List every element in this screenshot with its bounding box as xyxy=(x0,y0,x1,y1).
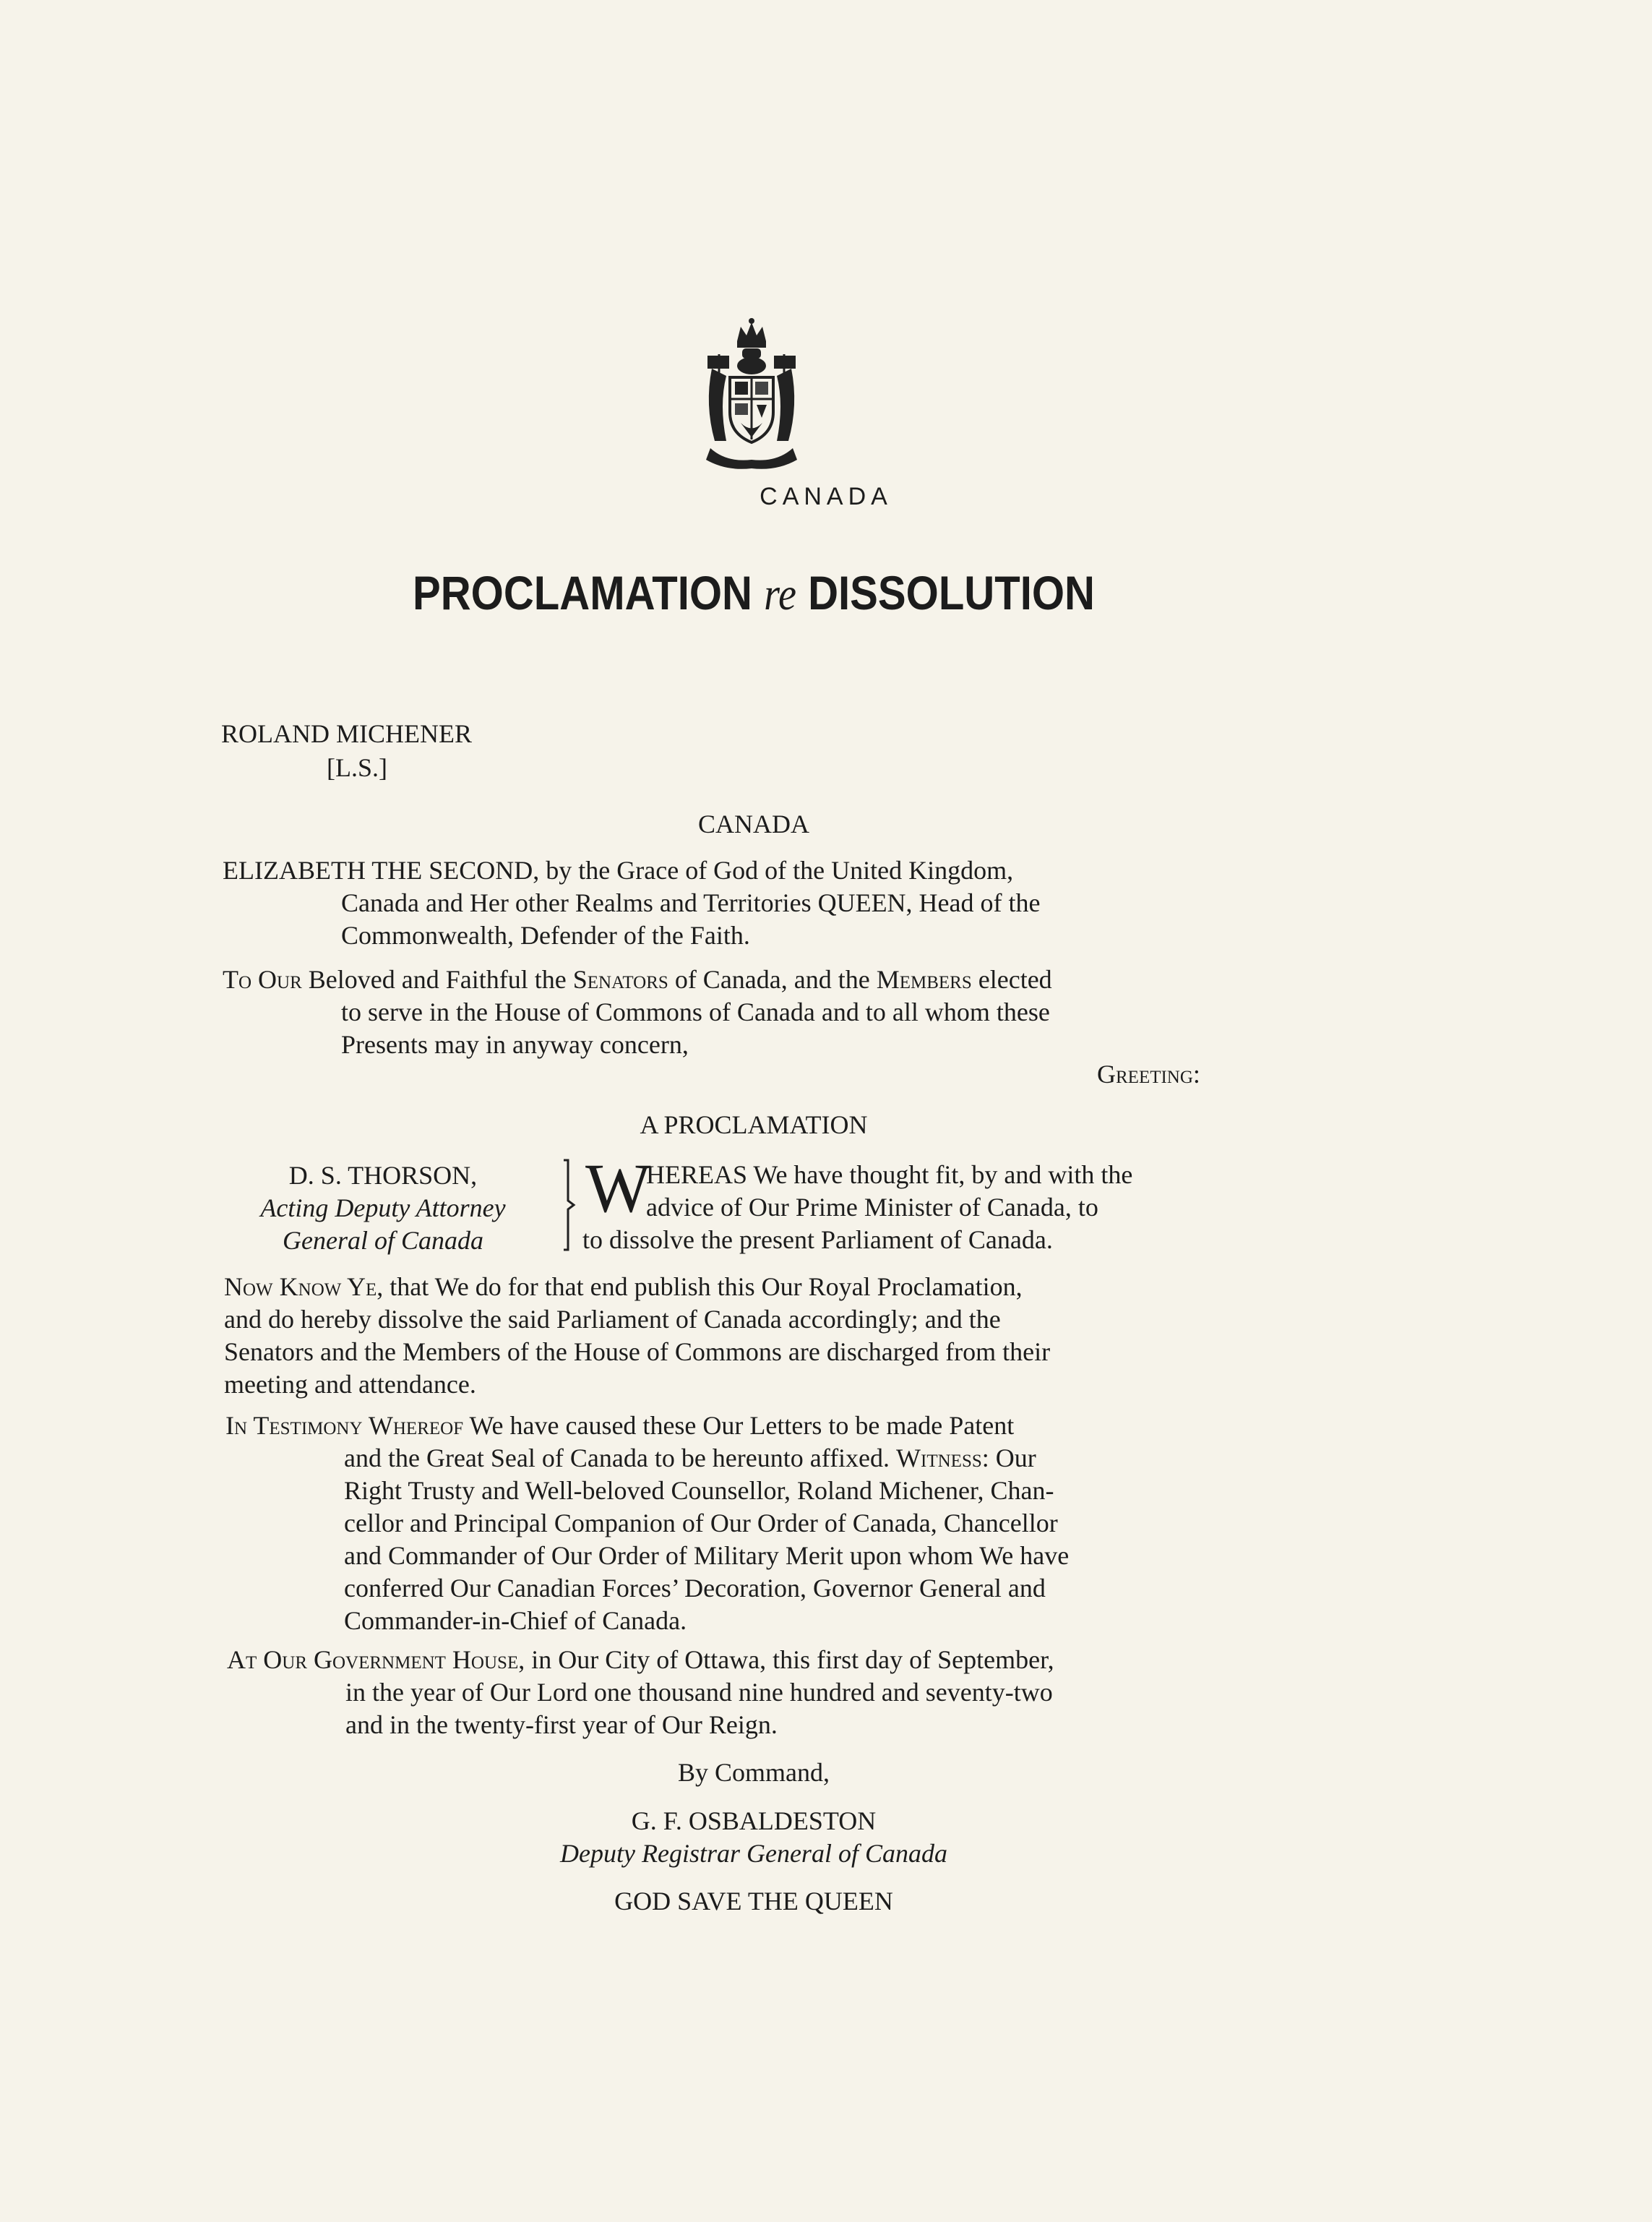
now-know-line-3: Senators and the Members of the House of Commons are discharged from their xyxy=(224,1337,1051,1366)
proclamation-heading: A PROCLAMATION xyxy=(640,1110,868,1139)
dating-paragraph xyxy=(227,1644,1296,1741)
god-save-the-queen: GOD SAVE THE QUEEN xyxy=(614,1887,893,1916)
crest-label: CANADA xyxy=(760,483,892,510)
address-line-1 xyxy=(223,964,1292,996)
jurisdiction-heading: CANADA xyxy=(697,810,809,838)
testimony-smallcaps: In Testimony Whereof xyxy=(225,1411,464,1440)
testimony-text-2a: and the Great Seal of Canada to be hereunto affixed. xyxy=(344,1444,897,1472)
coat-of-arms-crest-icon xyxy=(697,318,806,471)
title-part-1: PROCLAMATION xyxy=(413,566,752,619)
dating-line-2: in the year of Our Lord one thousand nine hundred and seventy-two xyxy=(345,1678,1053,1707)
testimony-line-1 xyxy=(225,1410,1295,1442)
testimony-text-2b: Our xyxy=(989,1444,1036,1472)
sidenote-block xyxy=(217,1159,549,1257)
royal-style-line-1: ELIZABETH THE SECOND, by the Grace of God of the United Kingdom, xyxy=(223,856,1014,885)
sidenote-title-1: Acting Deputy Attorney xyxy=(260,1193,506,1222)
members-smallcaps: Members xyxy=(876,965,972,994)
witness-smallcaps: Witness: xyxy=(896,1444,989,1472)
address-text-2: of Canada, and the xyxy=(668,965,877,994)
testimony-line-6: conferred Our Canadian Forces’ Decoration, Governor General and xyxy=(344,1574,1046,1603)
dating-line-3: and in the twenty-first year of Our Reign. xyxy=(345,1710,778,1739)
address-line-2: to serve in the House of Commons of Canada and to all whom these xyxy=(341,998,1050,1026)
registrar-title: Deputy Registrar General of Canada xyxy=(560,1839,947,1868)
testimony-line-2 xyxy=(225,1442,1295,1475)
address-text-3: elected xyxy=(971,965,1052,994)
at-our-smallcaps: At Our Government House, xyxy=(227,1645,525,1674)
page-title xyxy=(90,565,1417,621)
royal-style-line-2: Canada and Her other Realms and Territories QUEEN, Head of the xyxy=(341,888,1041,917)
title-re: re xyxy=(764,568,796,619)
address-line-3: Presents may in anyway concern, xyxy=(341,1030,689,1059)
testimony-line-7: Commander-in-Chief of Canada. xyxy=(344,1606,687,1635)
senators-smallcaps: Senators xyxy=(572,965,668,994)
title-part-2: DISSOLUTION xyxy=(808,566,1095,619)
address-text-1: Beloved and Faithful the xyxy=(301,965,573,994)
address-paragraph xyxy=(223,964,1292,1061)
whereas-line-3: to dissolve the present Parliament of Canada. xyxy=(582,1225,1053,1254)
to-our-smallcaps: To Our xyxy=(223,965,302,994)
testimony-paragraph xyxy=(225,1410,1295,1637)
now-know-paragraph xyxy=(224,1271,1294,1401)
dating-line-1 xyxy=(227,1644,1296,1676)
royal-style-line-3: Commonwealth, Defender of the Faith. xyxy=(341,921,750,950)
whereas-line-2: advice of Our Prime Minister of Canada, to xyxy=(646,1193,1098,1222)
registrar-name: G. F. OSBALDESTON xyxy=(631,1806,877,1835)
whereas-line-1: HEREAS We have thought fit, by and with the xyxy=(646,1160,1133,1189)
testimony-line-3: Right Trusty and Well-beloved Counsellor, Roland Michener, Chan- xyxy=(344,1476,1054,1505)
sidenote-title-2: General of Canada xyxy=(283,1226,483,1255)
now-know-line-1 xyxy=(224,1271,1294,1303)
now-know-text-1: that We do for that end publish this Our Royal Proclamation, xyxy=(383,1272,1023,1301)
by-command: By Command, xyxy=(677,1758,830,1787)
royal-style-paragraph xyxy=(223,854,1292,952)
dating-text-1: in Our City of Ottawa, this first day of September, xyxy=(525,1645,1054,1674)
testimony-text-1: We have caused these Our Letters to be made Patent xyxy=(463,1411,1015,1440)
greeting: Greeting: xyxy=(1097,1060,1200,1089)
seal-mark: [L.S.] xyxy=(327,753,387,782)
whereas-dropcap: W xyxy=(585,1149,651,1227)
now-know-line-4: meeting and attendance. xyxy=(224,1370,476,1399)
now-know-smallcaps: Now Know Ye, xyxy=(224,1272,384,1301)
testimony-line-4: cellor and Principal Companion of Our Order of Canada, Chancellor xyxy=(344,1509,1058,1537)
sidenote-brace xyxy=(562,1159,577,1251)
now-know-line-2: and do hereby dissolve the said Parliament of Canada accordingly; and the xyxy=(224,1305,1001,1334)
testimony-line-5: and Commander of Our Order of Military Merit upon whom We have xyxy=(344,1541,1070,1570)
sidenote-name: D. S. THORSON, xyxy=(288,1161,478,1190)
signer-name: ROLAND MICHENER xyxy=(221,719,472,748)
